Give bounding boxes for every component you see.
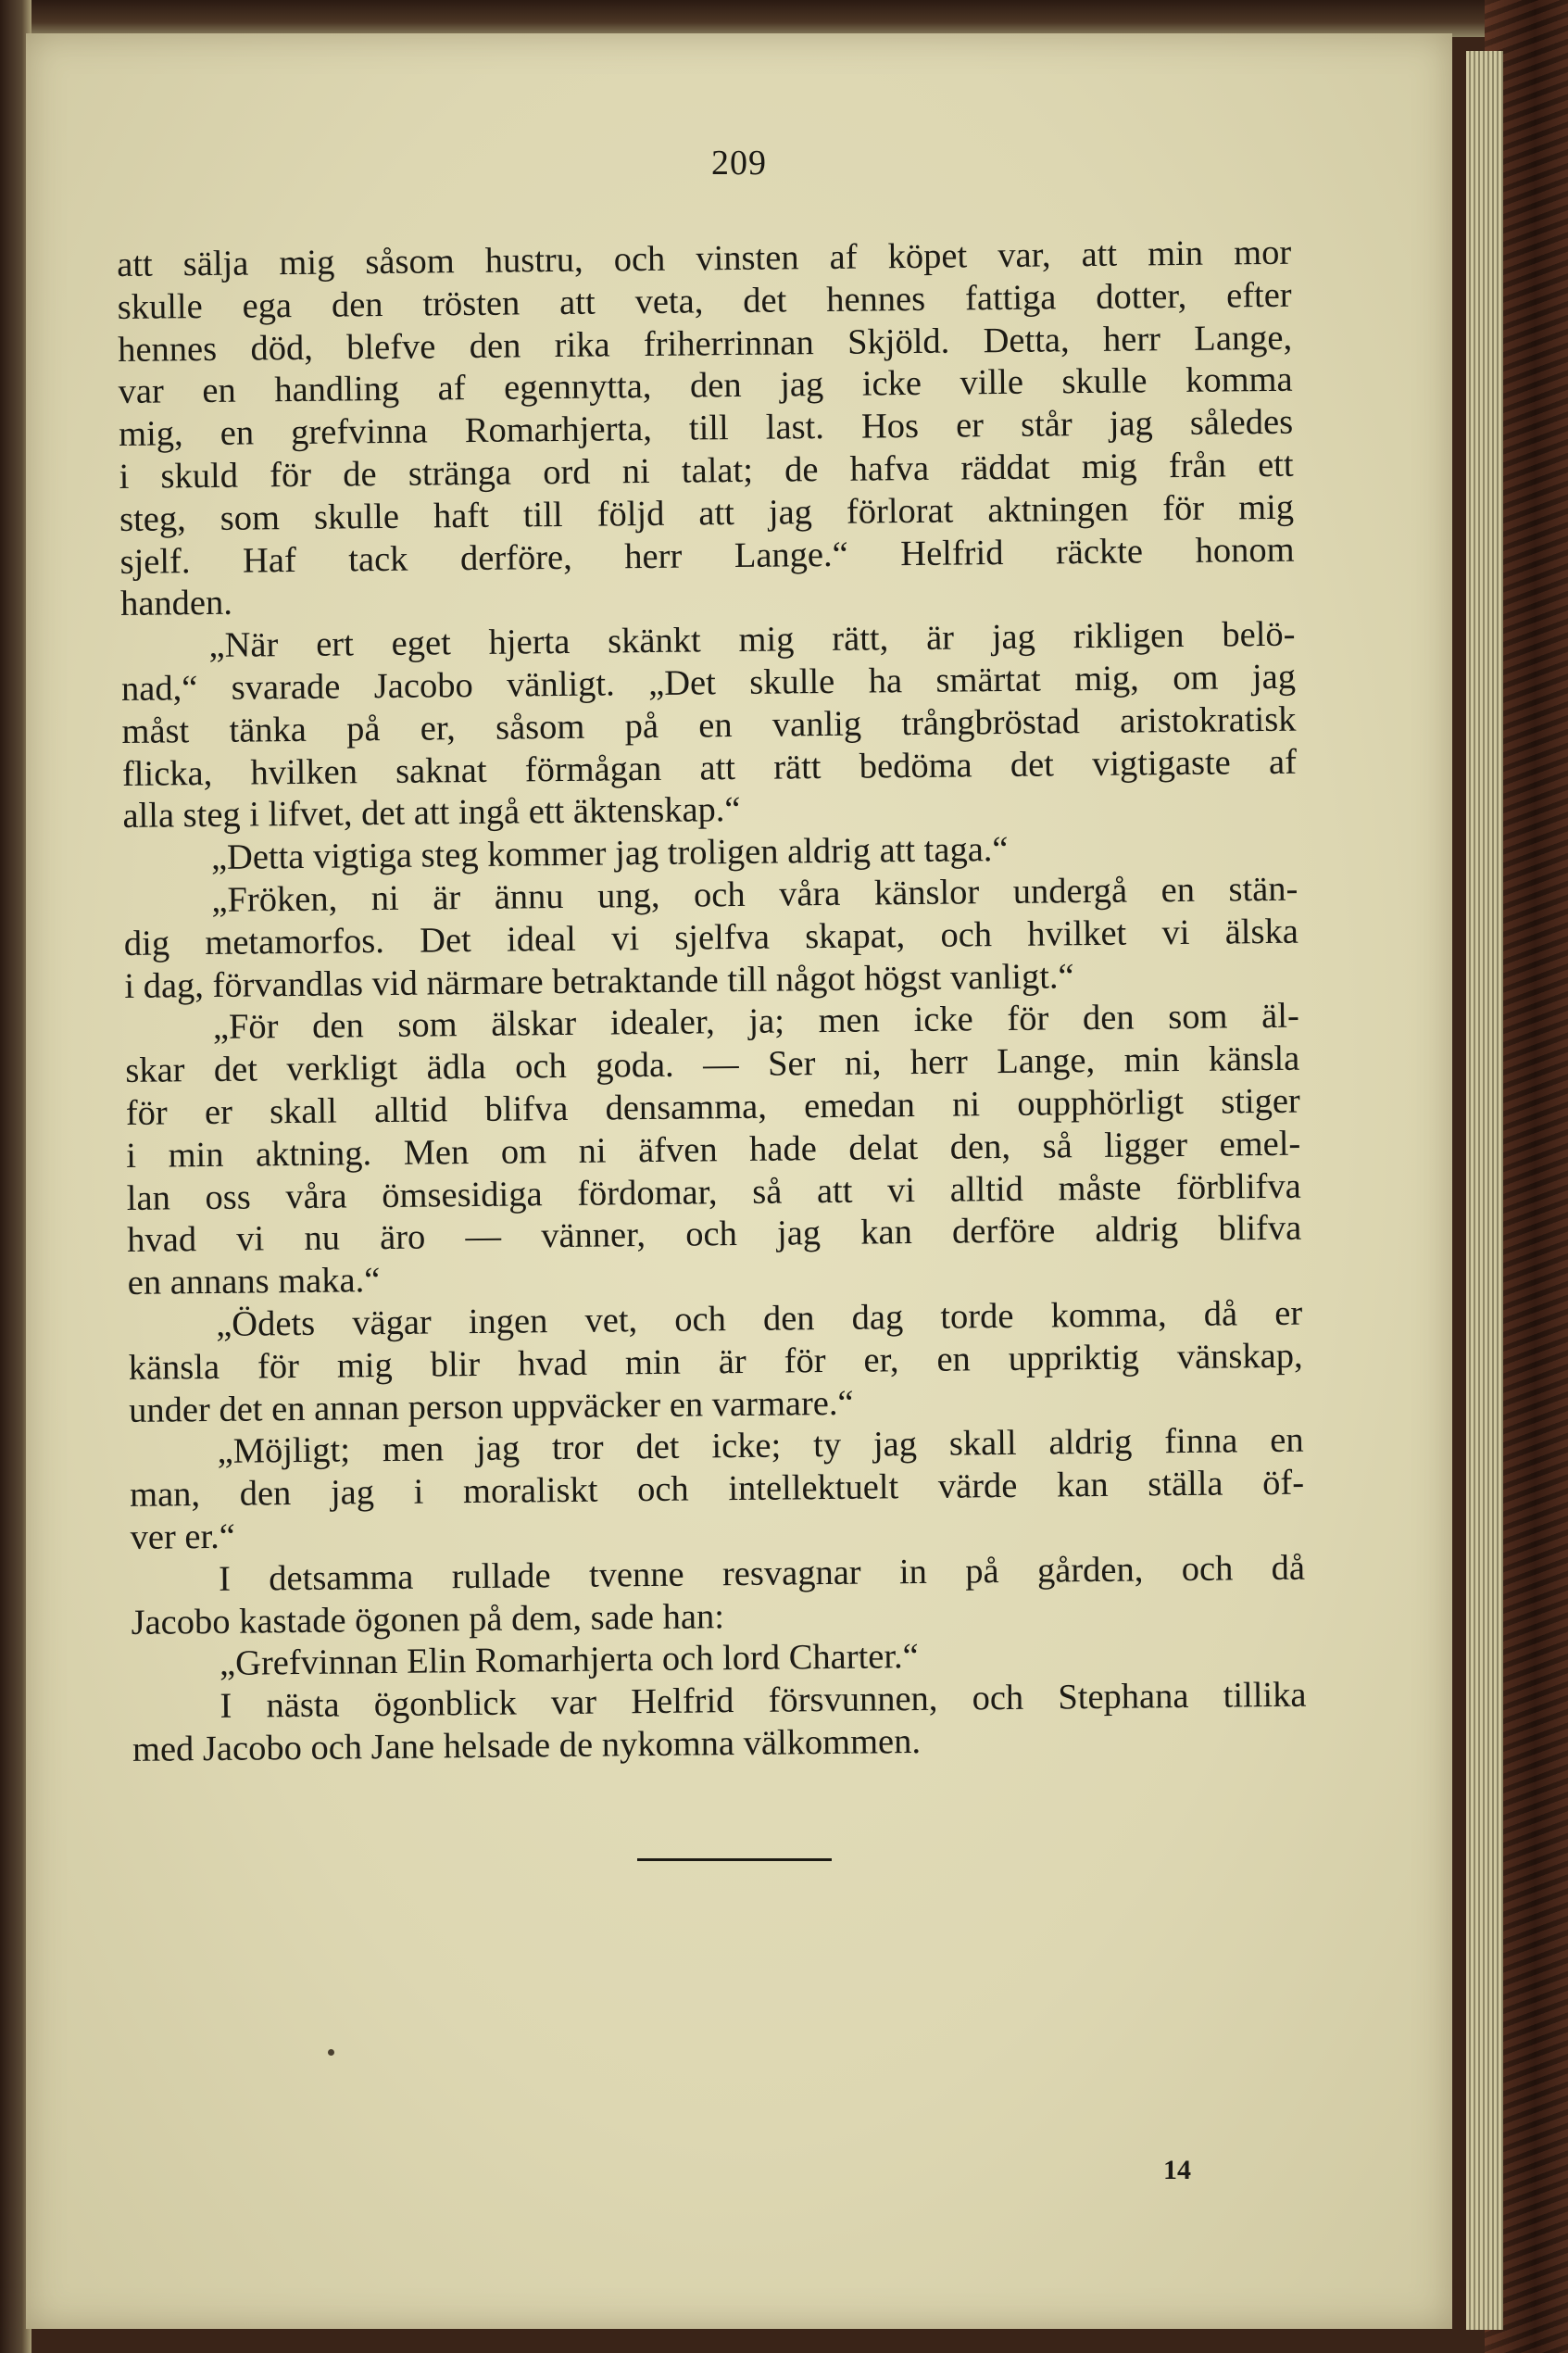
text-line: dig metamorfos. Det ideal vi sjelfva skapat, och hvilket vi älska <box>123 912 1299 963</box>
text-line: för er skall alltid blifva densamma, emedan ni oupphörligt stiger <box>125 1081 1300 1133</box>
text-line: en annans maka.“ <box>127 1261 381 1303</box>
text-line: „Ödets vägar ingen vet, och den dag torde komma, då er <box>215 1293 1303 1344</box>
text-line: „Grefvinnan Elin Romarhjerta och lord Charter.“ <box>219 1637 919 1684</box>
text-line: måst tänka på er, såsom på en vanlig trångbröstad aristokratisk <box>121 699 1297 751</box>
text-line: I detsamma rullade tvenne resvagnar in på gården, och då <box>218 1548 1306 1599</box>
text-line: „För den som älskar idealer, ja; men icke för den som äl- <box>212 997 1300 1048</box>
text-line: hennes död, blefve den rika friherrinnan Skjöld. Detta, herr Lange, <box>117 318 1293 370</box>
text-line: i skuld för de stränga ord ni talat; de hafva räddat mig från ett <box>119 445 1294 497</box>
text-line: med Jacobo och Jane helsade de nykomna välkommen. <box>132 1721 922 1769</box>
text-line: under det en annan person uppväcker en varmare.“ <box>128 1383 854 1430</box>
text-line: steg, som skulle haft till följd att jag förlorat aktningen för mig <box>119 487 1295 539</box>
page-number: 209 <box>711 144 767 182</box>
end-rule <box>637 1858 832 1861</box>
book-top-edge <box>0 0 1568 37</box>
text-line: nad,“ svarade Jacobo vänligt. „Det skulle ha smärtat mig, om jag <box>120 657 1297 709</box>
text-line: flicka, hvilken saknat förmågan att rätt bedöma det vigtigaste af <box>121 742 1298 794</box>
paper-speck <box>328 2049 334 2056</box>
text-line: sjelf. Haf tack derföre, herr Lange.“ Helfrid räckte honom <box>119 530 1295 582</box>
text-line: I nästa ögonblick var Helfrid försvunnen, och Stephana tillika <box>220 1675 1307 1727</box>
text-line: „Fröken, ni är ännu ung, och våra känslor undergå en stän- <box>211 869 1298 920</box>
book-page <box>26 33 1452 2329</box>
text-line: handen. <box>119 584 233 624</box>
text-line: skulle ega den trösten att veta, det hennes fattiga dotter, efter <box>117 275 1292 327</box>
text-line: „När ert eget hjerta skänkt mig rätt, är jag rikligen belö- <box>208 614 1296 666</box>
text-line: i dag, förvandlas vid närmare betraktande till något högst vanligt.“ <box>124 956 1074 1006</box>
text-line: i min aktning. Men om ni äfven hade delat den, så ligger emel- <box>126 1124 1301 1176</box>
body-text <box>117 233 1307 1772</box>
text-line: lan oss våra ömsesidiga fördomar, så att vi alltid måste förblifva <box>126 1166 1301 1218</box>
text-line: ver er.“ <box>130 1516 236 1557</box>
text-line: mig, en grefvinna Romarhjerta, till last. Hos er står jag således <box>118 402 1294 455</box>
text-line: man, den jag i moraliskt och intellektuelt värde kan ställa öf- <box>129 1463 1305 1516</box>
text-line: Jacobo kastade ögonen på dem, sade han: <box>131 1596 725 1642</box>
text-line: „Möjligt; men jag tror det icke; ty jag skall aldrig finna en <box>217 1420 1304 1472</box>
text-line: känsla för mig blir hvad min är för er, en uppriktig vänskap, <box>128 1336 1303 1388</box>
text-line: skar det verkligt ädla och goda. — Ser ni, herr Lange, min känsla <box>125 1038 1300 1091</box>
text-line: „Detta vigtiga steg kommer jag troligen aldrig att taga.“ <box>210 830 1009 878</box>
text-line: var en handling af egennytta, den jag icke ville skulle komma <box>118 360 1293 412</box>
page-edges <box>1466 51 1503 2330</box>
text-line: att sälja mig såsom hustru, och vinsten af köpet var, att min mor <box>117 233 1292 284</box>
signature-mark: 14 <box>1163 2155 1191 2185</box>
text-line: hvad vi nu äro — vänner, och jag kan derföre aldrig blifva <box>127 1208 1302 1261</box>
text-line: alla steg i lifvet, det att ingå ett äktenskap.“ <box>122 790 741 837</box>
